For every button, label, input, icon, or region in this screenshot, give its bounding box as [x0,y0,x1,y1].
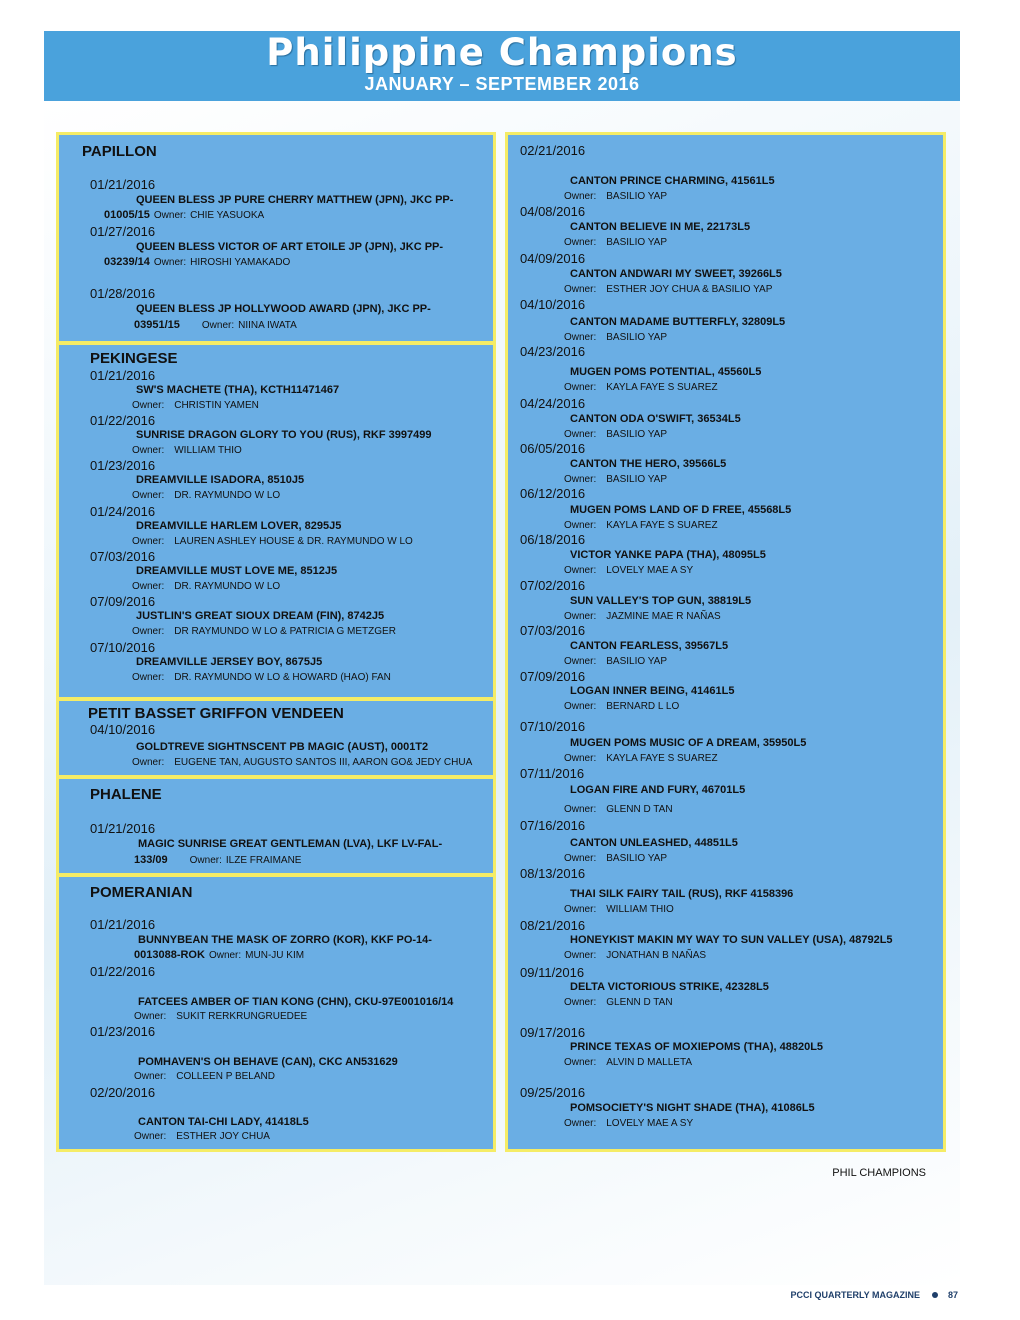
dog-name-cont: 0013088-ROK [134,949,205,961]
entry-date: 01/23/2016 [90,458,156,473]
owner-label: Owner: [132,490,165,501]
entry-date: 01/23/2016 [90,1024,156,1039]
owner-label: Owner: [134,1011,167,1022]
owner-line [132,757,482,768]
owner-label: Owner: [564,565,597,576]
owner-line [132,626,406,637]
owner-line [564,284,782,295]
entry-date: 01/21/2016 [90,177,156,192]
entry-date: 08/13/2016 [520,866,586,881]
owner-label: Owner: [564,950,597,961]
owner-line [134,854,311,866]
owner-label: Owner: [564,474,597,485]
dog-name: FATCEES AMBER OF TIAN KONG (CHN), CKU-97E001016/14 [138,996,454,1008]
magazine-footer [790,1290,958,1300]
owner-label: Owner: [564,332,597,343]
owner-label: Owner: [132,672,165,683]
owner-name: ESTHER JOY CHUA & BASILIO YAP [606,284,773,295]
dog-name-cont: 03239/14 [104,256,150,268]
owner-name: JAZMINE MAE R NAÑAS [606,611,721,622]
owner-label: Owner: [564,804,597,815]
dog-name: DREAMVILLE ISADORA, 8510J5 [136,474,305,486]
owner-line [564,753,728,764]
owner-label: Owner: [201,320,235,331]
owner-line [134,319,307,331]
owner-label: Owner: [132,757,165,768]
owner-label: Owner: [564,237,597,248]
entry-date: 04/09/2016 [520,251,586,266]
page-subtitle: JANUARY – SEPTEMBER 2016 [364,74,640,94]
dog-name: POMSOCIETY'S NIGHT SHADE (THA), 41086L5 [570,1102,815,1114]
entry-date: 09/11/2016 [520,965,585,980]
dog-name-cont: 03951/15 [134,319,180,331]
dog-name-cont: 01005/15 [104,209,150,221]
owner-name: GLENN D TAN [606,997,673,1008]
dog-name: SW'S MACHETE (THA), KCTH11471467 [136,384,340,396]
owner-label: Owner: [564,701,597,712]
dog-name-cont: 133/09 [134,854,168,866]
owner-line [132,672,401,683]
owner-label: Owner: [564,997,597,1008]
entry-date: 01/27/2016 [90,224,156,239]
owner-name: KAYLA FAYE S SUAREZ [606,520,718,531]
owner-line [134,1011,317,1022]
entry-date: 04/24/2016 [520,396,586,411]
owner-label: Owner: [564,520,597,531]
entry-date: 08/21/2016 [520,918,586,933]
owner-label: Owner: [564,1118,597,1129]
dog-name: CANTON TAI-CHI LADY, 41418L5 [138,1116,309,1128]
owner-line [564,565,703,576]
dog-name: QUEEN BLESS VICTOR OF ART ETOILE JP (JPN), JKC PP- [136,241,444,253]
dog-name: DELTA VICTORIOUS STRIKE, 42328L5 [570,981,769,993]
dog-name: CANTON ANDWARI MY SWEET, 39266L5 [570,268,782,280]
dog-name: CANTON ODA O'SWIFT, 36534L5 [570,413,741,425]
owner-name: MUN-JU KIM [245,950,305,961]
owner-name: DR. RAYMUNDO W LO & HOWARD (HAO) FAN [174,672,391,683]
owner-label: Owner: [132,626,165,637]
dog-name: MAGIC SUNRISE GREAT GENTLEMAN (LVA), LKF LV-FAL- [138,838,443,850]
owner-line [564,950,716,961]
owner-line [564,382,728,393]
entry-date: 07/03/2016 [520,623,586,638]
entry-date: 07/10/2016 [520,719,586,734]
entry-date: 06/12/2016 [520,486,586,501]
owner-name: COLLEEN P BELAND [176,1071,275,1082]
owner-name: BASILIO YAP [606,237,668,248]
dog-name: VICTOR YANKE PAPA (THA), 48095L5 [570,549,766,561]
entry-date: 01/21/2016 [90,368,156,383]
owner-line [564,1118,703,1129]
entry-date: 07/03/2016 [90,549,156,564]
entry-date: 07/09/2016 [90,594,156,609]
owner-label: Owner: [564,429,597,440]
dog-name: HONEYKIST MAKIN MY WAY TO SUN VALLEY (USA), 48792L5 [570,934,893,946]
dog-name: CANTON THE HERO, 39566L5 [570,458,727,470]
owner-label: Owner: [564,1057,597,1068]
owner-label: Owner: [564,904,597,915]
owner-line [564,1057,702,1068]
dog-name: CANTON PRINCE CHARMING, 41561L5 [570,175,775,187]
owner-line [564,656,677,667]
owner-label: Owner: [153,210,187,221]
dog-name: QUEEN BLESS JP PURE CHERRY MATTHEW (JPN), JKC PP- [136,194,454,206]
dog-name: CANTON BELIEVE IN ME, 22173L5 [570,221,751,233]
owner-label: Owner: [153,257,187,268]
owner-name: HIROSHI YAMAKADO [190,257,291,268]
papillon-heading: PAPILLON [82,143,157,160]
owner-label: Owner: [134,1071,167,1082]
entry-date: 02/20/2016 [90,1085,156,1100]
owner-name: BASILIO YAP [606,191,668,202]
dog-name: QUEEN BLESS JP HOLLYWOOD AWARD (JPN), JKC PP- [136,303,431,315]
entry-date: 06/18/2016 [520,532,586,547]
section-footer: PHIL CHAMPIONS [832,1167,926,1179]
entry-date: 01/24/2016 [90,504,156,519]
owner-label: Owner: [564,284,597,295]
owner-line [564,804,683,815]
owner-name: LAUREN ASHLEY HOUSE & DR. RAYMUNDO W LO [174,536,413,547]
owner-label: Owner: [132,581,165,592]
dog-name: BUNNYBEAN THE MASK OF ZORRO (KOR), KKF PO-14- [138,934,432,946]
entry-date: 09/25/2016 [520,1085,586,1100]
dog-name: SUN VALLEY'S TOP GUN, 38819L5 [570,595,752,607]
dog-name: CANTON FEARLESS, 39567L5 [570,640,729,652]
owner-line [104,256,300,268]
owner-line [134,1131,280,1142]
phalene-heading: PHALENE [90,786,162,803]
owner-line [564,611,731,622]
owner-name: WILLIAM THIO [174,445,242,456]
owner-name: EUGENE TAN, AUGUSTO SANTOS III, AARON GO& JEDY CHUA [174,757,473,768]
dog-name: DREAMVILLE MUST LOVE ME, 8512J5 [136,565,338,577]
entry-date: 06/05/2016 [520,441,586,456]
dog-name: MUGEN POMS POTENTIAL, 45560L5 [570,366,762,378]
owner-line [564,520,728,531]
dog-name: JUSTLIN'S GREAT SIOUX DREAM (FIN), 8742J5 [136,610,385,622]
page-number: 87 [947,1290,958,1300]
owner-name: CHIE YASUOKA [190,210,265,221]
dog-name: LOGAN INNER BEING, 41461L5 [570,685,735,697]
owner-name: SUKIT RERKRUNGRUEDEE [176,1011,308,1022]
entry-date: 02/21/2016 [520,143,586,158]
dog-name: PRINCE TEXAS OF MOXIEPOMS (THA), 48820L5 [570,1041,824,1053]
owner-label: Owner: [132,536,165,547]
dog-name: DREAMVILLE HARLEM LOVER, 8295J5 [136,520,342,532]
owner-label: Owner: [134,1131,167,1142]
bullet-icon [932,1292,938,1298]
entry-date: 01/22/2016 [90,964,156,979]
entry-date: 09/17/2016 [520,1025,586,1040]
owner-line [132,490,290,501]
owner-label: Owner: [132,445,165,456]
owner-name: DR. RAYMUNDO W LO [174,581,281,592]
dog-name: POMHAVEN'S OH BEHAVE (CAN), CKC AN531629 [138,1056,398,1068]
owner-line [134,1071,285,1082]
owner-label: Owner: [564,191,597,202]
owner-name: CHRISTIN YAMEN [174,400,259,411]
owner-name: GLENN D TAN [606,804,673,815]
dog-name: MUGEN POMS MUSIC OF A DREAM, 35950L5 [570,737,807,749]
entry-date: 07/11/2016 [520,766,585,781]
dog-name: CANTON MADAME BUTTERFLY, 32809L5 [570,316,786,328]
owner-name: BASILIO YAP [606,853,668,864]
owner-label: Owner: [208,950,242,961]
owner-line [564,701,689,712]
owner-name: KAYLA FAYE S SUAREZ [606,382,718,393]
entry-date: 04/08/2016 [520,204,586,219]
owner-name: ILZE FRAIMANE [225,855,302,866]
entry-date: 07/10/2016 [90,640,156,655]
magazine-name: PCCI QUARTERLY MAGAZINE [790,1290,920,1300]
owner-label: Owner: [564,656,597,667]
dog-name: LOGAN FIRE AND FURY, 46701L5 [570,784,746,796]
owner-name: LOVELY MAE A SY [606,1118,694,1129]
owner-line [134,949,314,961]
dog-name: THAI SILK FAIRY TAIL (RUS), RKF 4158396 [570,888,794,900]
entry-date: 01/21/2016 [90,821,156,836]
owner-line [564,904,684,915]
owner-label: Owner: [564,753,597,764]
pomeranian-heading: POMERANIAN [90,884,193,901]
owner-line [104,209,274,221]
owner-name: ALVIN D MALLETA [606,1057,693,1068]
owner-label: Owner: [189,855,222,866]
owner-line [132,400,269,411]
owner-line [132,581,290,592]
owner-name: LOVELY MAE A SY [606,565,694,576]
owner-name: BASILIO YAP [606,332,668,343]
owner-label: Owner: [564,611,597,622]
owner-line [132,445,252,456]
entry-date: 04/23/2016 [520,344,586,359]
owner-line [564,332,677,343]
owner-name: BASILIO YAP [606,656,668,667]
dog-name: GOLDTREVE SIGHTNSCENT PB MAGIC (AUST), 0001T2 [136,741,429,753]
owner-line [564,853,677,864]
pekingese-heading: PEKINGESE [90,350,178,367]
owner-name: WILLIAM THIO [606,904,674,915]
title-banner [44,31,960,101]
owner-name: ESTHER JOY CHUA [176,1131,270,1142]
owner-name: BERNARD L LO [606,701,680,712]
owner-name: DR RAYMUNDO W LO & PATRICIA G METZGER [174,626,396,637]
owner-name: BASILIO YAP [606,474,668,485]
pbgv-heading: PETIT BASSET GRIFFON VENDEEN [88,705,344,722]
owner-name: NIINA IWATA [238,320,297,331]
owner-line [564,237,677,248]
dog-name: CANTON UNLEASHED, 44851L5 [570,837,738,849]
owner-line [564,997,683,1008]
entry-date: 07/09/2016 [520,669,586,684]
owner-line [564,191,677,202]
entry-date: 04/10/2016 [520,297,586,312]
owner-label: Owner: [564,382,597,393]
owner-label: Owner: [564,853,597,864]
owner-name: DR. RAYMUNDO W LO [174,490,281,501]
owner-line [564,474,677,485]
dog-name: SUNRISE DRAGON GLORY TO YOU (RUS), RKF 3997499 [136,429,432,441]
owner-name: BASILIO YAP [606,429,668,440]
dog-name: DREAMVILLE JERSEY BOY, 8675J5 [136,656,323,668]
dog-name: MUGEN POMS LAND OF D FREE, 45568L5 [570,504,792,516]
owner-label: Owner: [132,400,165,411]
entry-date: 04/10/2016 [90,722,156,737]
owner-line [564,429,677,440]
entry-date: 01/22/2016 [90,413,156,428]
entry-date: 07/16/2016 [520,818,586,833]
owner-line [132,536,423,547]
owner-name: KAYLA FAYE S SUAREZ [606,753,718,764]
owner-name: JONATHAN B NAÑAS [606,950,707,961]
entry-date: 01/28/2016 [90,286,156,301]
entry-date: 07/02/2016 [520,578,586,593]
page-title: Philippine Champions [266,31,738,74]
entry-date: 01/21/2016 [90,917,156,932]
